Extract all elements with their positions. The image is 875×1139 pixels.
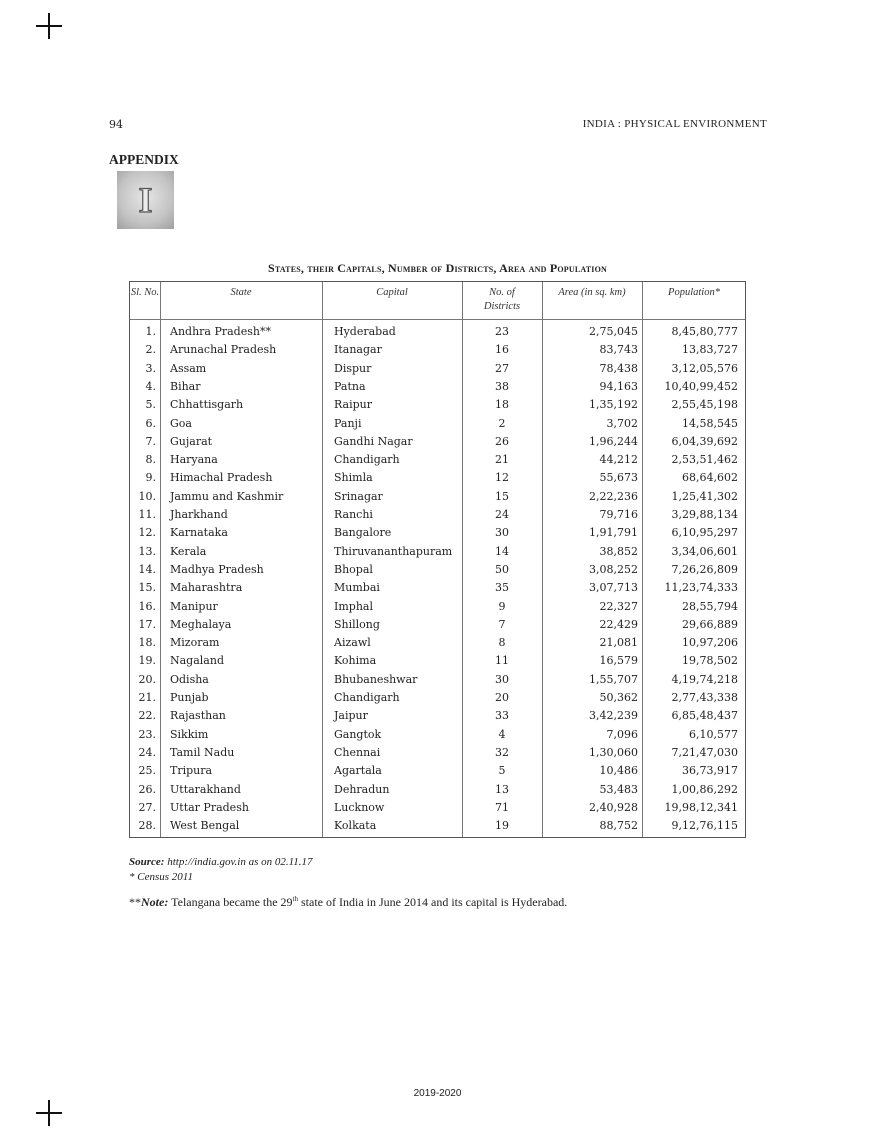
cell-population: 11,23,74,333 — [664, 581, 738, 595]
cell-sl-no: 6. — [145, 416, 156, 430]
cell-population: 13,83,727 — [682, 343, 738, 357]
cell-population: 19,78,502 — [682, 654, 738, 668]
cell-area: 2,40,928 — [589, 800, 638, 814]
cell-capital: Bangalore — [334, 526, 392, 540]
cell-capital: Kohima — [334, 654, 377, 668]
cell-capital: Chandigarh — [334, 453, 400, 467]
table-row — [130, 634, 745, 652]
cell-districts: 15 — [495, 489, 509, 503]
cell-population: 2,53,51,462 — [671, 453, 738, 467]
table-row — [130, 799, 745, 817]
cell-districts: 5 — [498, 764, 506, 778]
cell-districts: 11 — [495, 654, 509, 668]
cell-sl-no: 18. — [138, 636, 156, 650]
cell-state: Sikkim — [170, 727, 209, 741]
cell-capital: Chennai — [334, 745, 381, 759]
table-row — [130, 396, 745, 414]
cell-capital: Dispur — [334, 361, 372, 375]
cell-districts: 23 — [495, 325, 509, 338]
note-label: Note: — [141, 895, 169, 909]
cell-population: 6,10,95,297 — [671, 526, 738, 540]
cell-area: 53,483 — [599, 782, 638, 796]
cell-state: Tamil Nadu — [170, 745, 235, 759]
header-area: Area (in sq. km) — [558, 287, 626, 298]
cell-area: 94,163 — [599, 379, 638, 393]
table-row — [130, 579, 745, 597]
cell-population: 19,98,12,341 — [664, 800, 738, 814]
cell-capital: Srinagar — [334, 489, 383, 503]
cell-state: Chhattisgarh — [170, 398, 244, 412]
cell-sl-no: 21. — [138, 691, 156, 704]
cell-area: 50,362 — [599, 691, 638, 704]
cell-state: Uttar Pradesh — [170, 800, 249, 814]
cell-sl-no: 7. — [145, 434, 156, 448]
cell-area: 2,22,236 — [589, 489, 638, 503]
cell-districts: 32 — [495, 745, 509, 759]
cell-state: Nagaland — [170, 654, 224, 668]
cell-sl-no: 16. — [138, 599, 156, 613]
cell-capital: Shimla — [334, 471, 373, 485]
cell-population: 3,12,05,576 — [671, 361, 738, 375]
cell-state: Karnataka — [170, 526, 228, 540]
header-capital: Capital — [376, 287, 408, 298]
cell-districts: 27 — [495, 361, 509, 375]
cell-sl-no: 3. — [145, 361, 156, 375]
cell-state: Mizoram — [170, 636, 220, 650]
cell-capital: Patna — [334, 379, 366, 393]
cell-state: West Bengal — [170, 819, 240, 833]
cell-districts: 9 — [498, 599, 506, 613]
cell-capital: Hyderabad — [334, 325, 396, 338]
cell-population: 3,29,88,134 — [671, 508, 738, 521]
cell-area: 1,55,707 — [589, 672, 638, 686]
cell-area: 44,212 — [599, 453, 638, 467]
table-row — [130, 360, 745, 378]
cell-capital: Bhubaneshwar — [334, 672, 418, 686]
cell-districts: 71 — [495, 800, 509, 814]
appendix-numeral-badge — [117, 171, 174, 229]
cell-population: 7,26,26,809 — [671, 562, 738, 576]
cell-population: 9,12,76,115 — [671, 819, 738, 833]
table-row — [130, 506, 745, 524]
cell-area: 1,91,791 — [589, 526, 638, 540]
cell-districts: 2 — [498, 416, 506, 430]
cell-districts: 50 — [495, 562, 509, 576]
cell-districts: 16 — [495, 343, 509, 357]
cell-capital: Imphal — [334, 599, 373, 613]
cell-districts: 35 — [495, 581, 509, 595]
source-text: http://india.gov.in as on 02.11.17 — [167, 856, 313, 868]
cell-capital: Jaipur — [334, 709, 368, 723]
cell-area: 16,579 — [599, 654, 638, 668]
cell-districts: 38 — [495, 379, 509, 393]
cell-area: 10,486 — [599, 764, 638, 778]
table-row — [130, 598, 745, 616]
cell-sl-no: 24. — [138, 745, 156, 759]
cell-sl-no: 9. — [145, 471, 156, 485]
cell-capital: Mumbai — [334, 581, 380, 595]
cell-capital: Raipur — [334, 398, 372, 412]
cell-population: 10,97,206 — [682, 636, 738, 650]
cell-districts: 12 — [495, 471, 509, 485]
cell-population: 3,34,06,601 — [671, 544, 738, 558]
running-head: INDIA : PHYSICAL ENVIRONMENT — [582, 118, 767, 130]
cell-districts: 7 — [498, 617, 506, 631]
crop-mark-top-left — [36, 13, 62, 39]
source-label: Source: — [129, 856, 165, 868]
header-divider — [130, 319, 745, 320]
cell-population: 7,21,47,030 — [671, 745, 738, 759]
cell-population: 1,25,41,302 — [671, 489, 738, 503]
header-districts: No. of Districts — [483, 287, 521, 312]
table-title: States, their Capitals, Number of Districts, Area and Population — [267, 261, 608, 275]
cell-capital: Lucknow — [334, 800, 385, 814]
cell-districts: 4 — [498, 727, 506, 741]
cell-sl-no: 25. — [138, 764, 156, 778]
cell-sl-no: 28. — [138, 819, 156, 833]
cell-state: Kerala — [170, 544, 207, 558]
cell-population: 28,55,794 — [682, 599, 738, 613]
appendix-title: APPENDIX — [109, 152, 179, 167]
cell-state: Himachal Pradesh — [170, 471, 273, 485]
cell-population: 8,45,80,777 — [671, 325, 738, 338]
cell-sl-no: 2. — [145, 343, 156, 357]
cell-population: 10,40,99,452 — [664, 379, 738, 393]
cell-districts: 30 — [495, 526, 509, 540]
table-row — [130, 707, 745, 725]
cell-districts: 24 — [495, 508, 509, 521]
cell-capital: Agartala — [334, 764, 382, 778]
cell-capital: Itanagar — [334, 343, 382, 357]
cell-area: 3,42,239 — [589, 709, 638, 723]
cell-state: Rajasthan — [170, 709, 226, 723]
table-row — [130, 561, 745, 579]
crop-mark-bottom-left — [36, 1100, 62, 1126]
table-row — [130, 616, 745, 634]
cell-state: Meghalaya — [170, 617, 232, 631]
cell-sl-no: 22. — [138, 709, 156, 723]
source-line — [129, 856, 313, 868]
cell-capital: Ranchi — [334, 508, 373, 521]
cell-area: 7,096 — [606, 727, 638, 741]
table-row — [130, 781, 745, 799]
cell-area: 3,702 — [606, 416, 638, 430]
cell-state: Manipur — [170, 599, 218, 613]
cell-state: Maharashtra — [170, 581, 243, 595]
cell-population: 4,19,74,218 — [671, 672, 738, 686]
cell-population: 1,00,86,292 — [671, 782, 738, 796]
table-row — [130, 378, 745, 396]
note-text-b: state of India in June 2014 and its capital is Hyderabad. — [301, 895, 568, 909]
cell-state: Madhya Pradesh — [170, 562, 264, 576]
cell-districts: 13 — [495, 782, 509, 796]
table-row — [130, 488, 745, 506]
cell-capital: Dehradun — [334, 782, 390, 796]
cell-capital: Panji — [334, 416, 362, 430]
cell-sl-no: 19. — [138, 654, 156, 668]
table-row — [130, 817, 745, 835]
cell-population: 6,10,577 — [689, 727, 738, 741]
telangana-note — [129, 895, 567, 910]
cell-capital: Gangtok — [334, 727, 382, 741]
cell-sl-no: 27. — [138, 800, 156, 814]
cell-capital: Kolkata — [334, 819, 377, 833]
cell-population: 2,77,43,338 — [671, 691, 738, 704]
table-row — [130, 671, 745, 689]
table-row — [130, 652, 745, 670]
cell-area: 1,35,192 — [589, 398, 638, 412]
cell-area: 22,429 — [599, 617, 638, 631]
cell-sl-no: 15. — [138, 581, 156, 595]
cell-sl-no: 5. — [145, 398, 156, 412]
cell-area: 1,96,244 — [589, 434, 638, 448]
cell-state: Tripura — [170, 764, 213, 778]
cell-area: 3,08,252 — [589, 562, 638, 576]
page-number: 94 — [109, 118, 123, 131]
cell-area: 83,743 — [599, 343, 638, 357]
cell-districts: 21 — [495, 453, 509, 467]
table-row — [130, 415, 745, 433]
cell-area: 1,30,060 — [589, 745, 638, 759]
cell-districts: 18 — [495, 398, 509, 412]
table-row — [130, 433, 745, 451]
note-superscript: th — [292, 895, 299, 903]
cell-capital: Gandhi Nagar — [334, 434, 413, 448]
cell-state: Jharkhand — [170, 508, 228, 521]
cell-area: 78,438 — [599, 361, 638, 375]
note-prefix: ** — [129, 895, 141, 909]
cell-population: 6,85,48,437 — [671, 709, 738, 723]
cell-districts: 30 — [495, 672, 509, 686]
cell-population: 68,64,602 — [682, 471, 738, 485]
cell-capital: Aizawl — [334, 636, 371, 650]
cell-population: 2,55,45,198 — [671, 398, 738, 412]
cell-area: 21,081 — [599, 636, 638, 650]
cell-area: 2,75,045 — [589, 325, 638, 338]
cell-population: 29,66,889 — [682, 617, 738, 631]
cell-state: Andhra Pradesh** — [170, 325, 271, 338]
cell-area: 55,673 — [599, 471, 638, 485]
cell-state: Punjab — [170, 691, 209, 704]
cell-sl-no: 12. — [138, 526, 156, 540]
cell-sl-no: 13. — [138, 544, 156, 558]
cell-state: Uttarakhand — [170, 782, 241, 796]
cell-area: 38,852 — [599, 544, 638, 558]
cell-state: Assam — [170, 361, 207, 375]
cell-sl-no: 23. — [138, 727, 156, 741]
cell-districts: 26 — [495, 434, 509, 448]
cell-state: Odisha — [170, 672, 209, 686]
appendix-numeral: I — [138, 180, 153, 220]
cell-districts: 8 — [498, 636, 506, 650]
table-row — [130, 469, 745, 487]
header-population: Population* — [668, 287, 720, 298]
table-row — [130, 726, 745, 744]
cell-area: 88,752 — [599, 819, 638, 833]
cell-sl-no: 4. — [145, 379, 156, 393]
cell-sl-no: 26. — [138, 782, 156, 796]
cell-population: 14,58,545 — [682, 416, 738, 430]
cell-state: Bihar — [170, 379, 201, 393]
cell-state: Jammu and Kashmir — [170, 489, 284, 503]
cell-capital: Thiruvananthapuram — [334, 544, 453, 558]
cell-districts: 33 — [495, 709, 509, 723]
states-table — [129, 281, 746, 838]
table-row — [130, 744, 745, 762]
cell-area: 22,327 — [599, 599, 638, 613]
cell-area: 3,07,713 — [589, 581, 638, 595]
cell-sl-no: 10. — [138, 489, 156, 503]
cell-population: 6,04,39,692 — [671, 434, 738, 448]
cell-population: 36,73,917 — [682, 764, 738, 778]
table-row — [130, 341, 745, 359]
cell-sl-no: 1. — [145, 325, 156, 338]
table-row — [130, 762, 745, 780]
header-state: State — [230, 287, 252, 298]
cell-state: Goa — [170, 416, 192, 430]
cell-sl-no: 11. — [138, 508, 156, 521]
table-row — [130, 451, 745, 469]
cell-districts: 19 — [495, 819, 509, 833]
cell-area: 79,716 — [599, 508, 638, 521]
header-sl-no: Sl. No. — [130, 287, 160, 298]
cell-sl-no: 20. — [138, 672, 156, 686]
table-row — [130, 543, 745, 561]
cell-capital: Bhopal — [334, 562, 373, 576]
cell-state: Haryana — [170, 453, 218, 467]
cell-capital: Shillong — [334, 617, 380, 631]
cell-state: Gujarat — [170, 434, 213, 448]
census-note: * Census 2011 — [129, 871, 193, 883]
cell-sl-no: 14. — [138, 562, 156, 576]
cell-state: Arunachal Pradesh — [170, 343, 277, 357]
cell-districts: 20 — [495, 691, 509, 704]
note-text-a: Telangana became the 29 — [171, 895, 293, 909]
table-row — [130, 689, 745, 707]
cell-sl-no: 8. — [145, 453, 156, 467]
cell-capital: Chandigarh — [334, 691, 400, 704]
table-row — [130, 323, 745, 341]
table-row — [130, 524, 745, 542]
footer-year: 2019-2020 — [413, 1088, 462, 1099]
cell-districts: 14 — [495, 544, 509, 558]
cell-sl-no: 17. — [138, 617, 156, 631]
